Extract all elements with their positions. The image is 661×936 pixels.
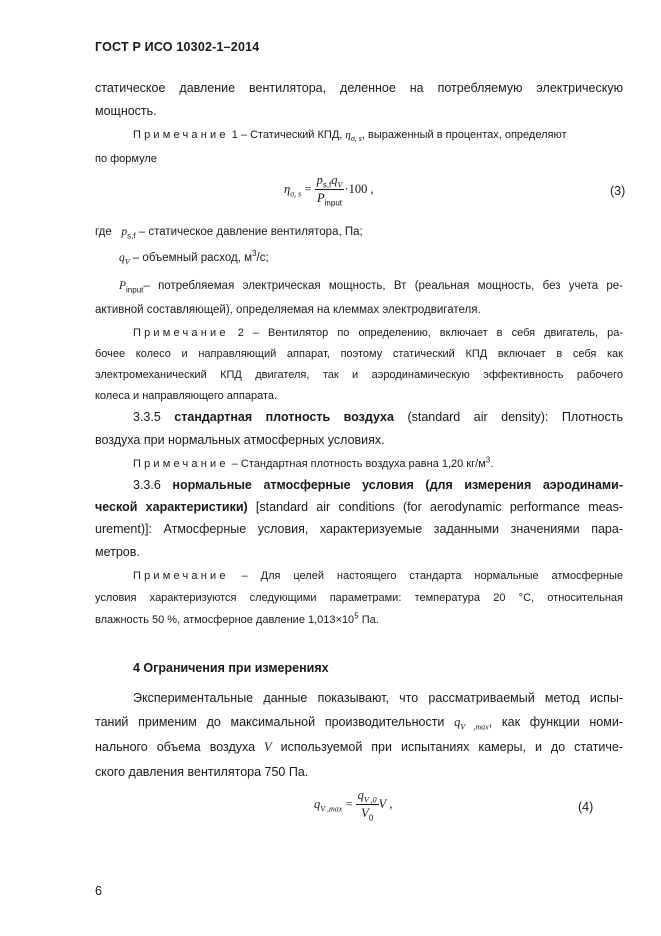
note-line: колеса и направляющего аппарата. <box>95 390 278 402</box>
term: нормальные атмосферные условия (для измерения аэродинами- <box>172 478 623 492</box>
note-label: Примечание <box>133 458 229 470</box>
note-label: Примечание <box>133 327 229 339</box>
note-line: условия характеризуются следующими параметрами: температура 20 °С, относительная <box>95 592 623 604</box>
paragraph-line: статическое давление вентилятора, деленное на потребляемую электрическую <box>95 81 623 95</box>
note-1: Примечание 1 – Статический КПД, $\eta_{\sigma, s}$, выраженный в процентах, определяют <box>133 129 567 144</box>
note-label: Примечание <box>133 570 229 582</box>
definition-3-3-5: 3.3.5 стандартная плотность воздуха (standard air density): Плотность <box>133 410 623 424</box>
where-item-line: активной составляющей), определяемая на клеммах электродвигателя. <box>95 304 481 316</box>
eta-symbol: η <box>345 129 351 141</box>
equation-3: $\eta_{\sigma, s}$ = $\frac{p_{s,f}q_V}{P_{input}}$ ·100 , <box>284 173 374 208</box>
page-number: 6 <box>95 884 102 898</box>
where-item-power: $P_{input}-$ потребляемая электрическая мощность, Вт (реальная мощность, без учета ре- <box>119 280 623 295</box>
definition-3-3-6: 3.3.6 нормальные атмосферные условия (для измерения аэродинами- <box>133 478 623 492</box>
note-line: по формуле <box>95 153 157 165</box>
note-line: влажность 50 %, атмосферное давление $1,013\times 10^5$ Па. <box>95 611 379 626</box>
where-item-pressure: где $p_{s,f}$ – статическое давление вентилятора, Па; <box>95 226 363 241</box>
note-3-3-6: Примечание – Для целей настоящего стандарта нормальные атмосферные <box>133 570 623 582</box>
where-item-flow: $q_V$ – объемный расход, $м^3/с$; <box>119 249 269 267</box>
equation-4: $q_{V ,max}$ = $\frac{q_{V ,0}}{V_0}$ V , <box>314 788 393 823</box>
paragraph-line: мощность. <box>95 104 157 118</box>
definition-line: ческой характеристики) [standard air conditions (for aerodynamic performance meas- <box>95 500 623 514</box>
paragraph-line: воздуха при нормальных атмосферных условиях. <box>95 433 385 447</box>
paragraph-line: ского давления вентилятора 750 Па. <box>95 765 309 779</box>
term: стандартная плотность воздуха <box>174 410 394 424</box>
note-3-3-5: Примечание – Стандартная плотность воздуха равна 1,20 $кг/м^3$. <box>133 455 494 470</box>
fraction: $\frac{p_{s,f}q_V}{P_{input}}$ <box>316 173 343 208</box>
note-line: электромеханический КПД двигателя, так и аэродинамическую эффективность рабочего <box>95 369 623 381</box>
equation-number: (4) <box>578 800 594 814</box>
note-line: бочее колесо и направляющий аппарат, поэтому статический КПД включает в себя как <box>95 348 623 360</box>
paragraph-line: метров. <box>95 545 140 559</box>
paragraph-line: нального объема воздуха V используемой при испытаниях камеры, и до статиче- <box>95 740 623 754</box>
term: ческой характеристики) <box>95 500 248 514</box>
fraction: $\frac{q_{V ,0}}{V_0}$ <box>357 788 377 823</box>
equation-number: (3) <box>610 184 626 198</box>
paragraph-line: Экспериментальные данные показывают, что рассматриваемый метод испы- <box>133 691 623 705</box>
note-2: Примечание 2 – Вентилятор по определению, включает в себя двигатель, ра- <box>133 327 623 339</box>
document-header: ГОСТ Р ИСО 10302-1–2014 <box>95 40 260 54</box>
paragraph-line: urement)]: Атмосферные условия, характеризуемые заданными значениями пара- <box>95 522 623 536</box>
section-heading: 4 Ограничения при измерениях <box>133 661 329 675</box>
note-label: Примечание <box>133 129 229 141</box>
paragraph-line: таний применим до максимальной производительности $q_{V ,max}$, как функции номи- <box>95 715 623 732</box>
